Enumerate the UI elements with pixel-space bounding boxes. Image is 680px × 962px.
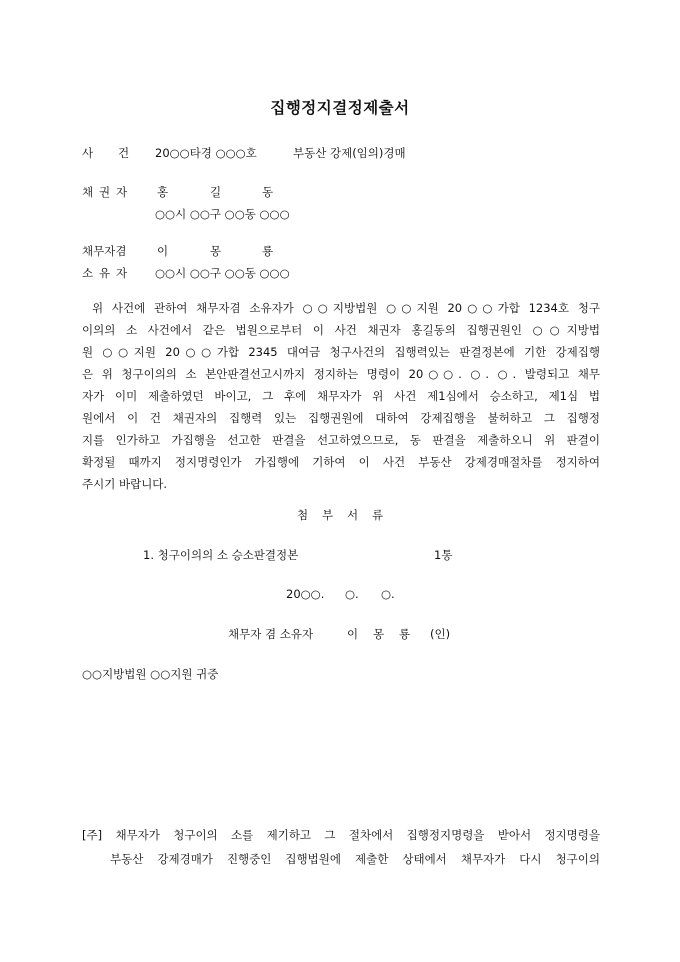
body-paragraph bbox=[82, 297, 600, 495]
owner-label-char-3: 자 bbox=[116, 266, 128, 280]
debtor-label: 채무자겸 bbox=[82, 244, 127, 258]
note-line: 부동산 강제경매가 진행중인 집행법원에 제출한 상태에서 채무자가 다시 청구이의 bbox=[110, 852, 600, 866]
attachments-heading-char-3: 서 bbox=[347, 508, 359, 522]
note-line: [주] 채무자가 청구이의 소를 제기하고 그 절차에서 집행정지명령을 받아서 정지명령을 bbox=[82, 828, 600, 842]
creditor-label-char-2: 권 bbox=[99, 185, 111, 199]
attachments-heading-char-1: 첨 bbox=[297, 508, 309, 522]
debtor-address: ○○시 ○○구 ○○동 ○○○ bbox=[155, 266, 290, 280]
creditor-address: ○○시 ○○구 ○○동 ○○○ bbox=[155, 207, 290, 221]
signature-role: 채무자 겸 소유자 bbox=[228, 627, 314, 641]
body-line: 확정될 때까지 정지명령인가 가집행에 기하여 이 사건 부동산 강제경매절차를 정지하여 bbox=[82, 455, 600, 469]
body-line: 자가 이미 제출하였던 바이고, 그 후에 채무자가 위 사건 제1심에서 승소하고, 제1심 법 bbox=[82, 389, 600, 403]
debtor-name-char-2: 몽 bbox=[210, 244, 222, 258]
attachments-heading-char-4: 류 bbox=[372, 508, 384, 522]
creditor-name-char-3: 동 bbox=[262, 185, 274, 199]
attachment-item: 1. 청구이의의 소 승소판결정본 bbox=[143, 548, 299, 562]
case-type: 부동산 강제(임의)경매 bbox=[293, 146, 406, 160]
body-line: 위 사건에 관하여 채무자겸 소유자가 ○○지방법원 ○○지원 20○○가합 1234호 청구 bbox=[92, 301, 600, 315]
debtor-name-char-1: 이 bbox=[157, 244, 169, 258]
note-block bbox=[82, 823, 600, 871]
signature-name-char-1: 이 bbox=[347, 627, 359, 641]
owner-label-char-2: 유 bbox=[99, 266, 111, 280]
body-line: 원에서 이 건 채권자의 집행력 있는 집행권원에 대하여 강제집행을 불허하고 그 집행정 bbox=[82, 411, 600, 425]
body-line: 원 ○○지원 20○○가합 2345 대여금 청구사건의 집행력있는 판결정본에 기한 강제집행 bbox=[82, 345, 600, 359]
case-number: 20○○타경 ○○○호 bbox=[155, 146, 257, 160]
body-line: 은 위 청구이의의 소 본안판결선고시까지 정지하는 명령이 20○○. ○. ○. 발령되고 채무 bbox=[82, 367, 600, 381]
creditor-name-char-1: 홍 bbox=[157, 185, 169, 199]
attachment-count: 1통 bbox=[434, 548, 453, 562]
body-line: 주시기 바랍니다. bbox=[82, 477, 168, 491]
creditor-label-char-1: 채 bbox=[82, 185, 94, 199]
date-year: 20○○. bbox=[286, 587, 325, 601]
document-title: 집행정지결정제출서 bbox=[270, 99, 410, 117]
creditor-name-char-2: 길 bbox=[210, 185, 222, 199]
attachments-heading-char-2: 부 bbox=[322, 508, 334, 522]
date-day: ○. bbox=[381, 587, 395, 601]
signature-name-char-3: 룡 bbox=[399, 627, 411, 641]
signature-seal: (인) bbox=[430, 627, 451, 641]
case-label-char-1: 사 bbox=[82, 146, 94, 160]
creditor-label-char-3: 자 bbox=[116, 185, 128, 199]
debtor-name-char-3: 룡 bbox=[262, 244, 274, 258]
owner-label-char-1: 소 bbox=[82, 266, 94, 280]
body-line: 이의의 소 사건에서 같은 법원으로부터 이 사건 채권자 홍길동의 집행권원인 ○○지방법 bbox=[82, 323, 600, 337]
body-line: 지를 인가하고 가집행을 선고한 판결을 선고하였으므로, 동 판결을 제출하오니 위 판결이 bbox=[82, 433, 600, 447]
addressee: ○○지방법원 ○○지원 귀중 bbox=[82, 667, 219, 681]
signature-name-char-2: 몽 bbox=[373, 627, 385, 641]
case-label-char-2: 건 bbox=[118, 146, 130, 160]
date-month: ○. bbox=[345, 587, 359, 601]
